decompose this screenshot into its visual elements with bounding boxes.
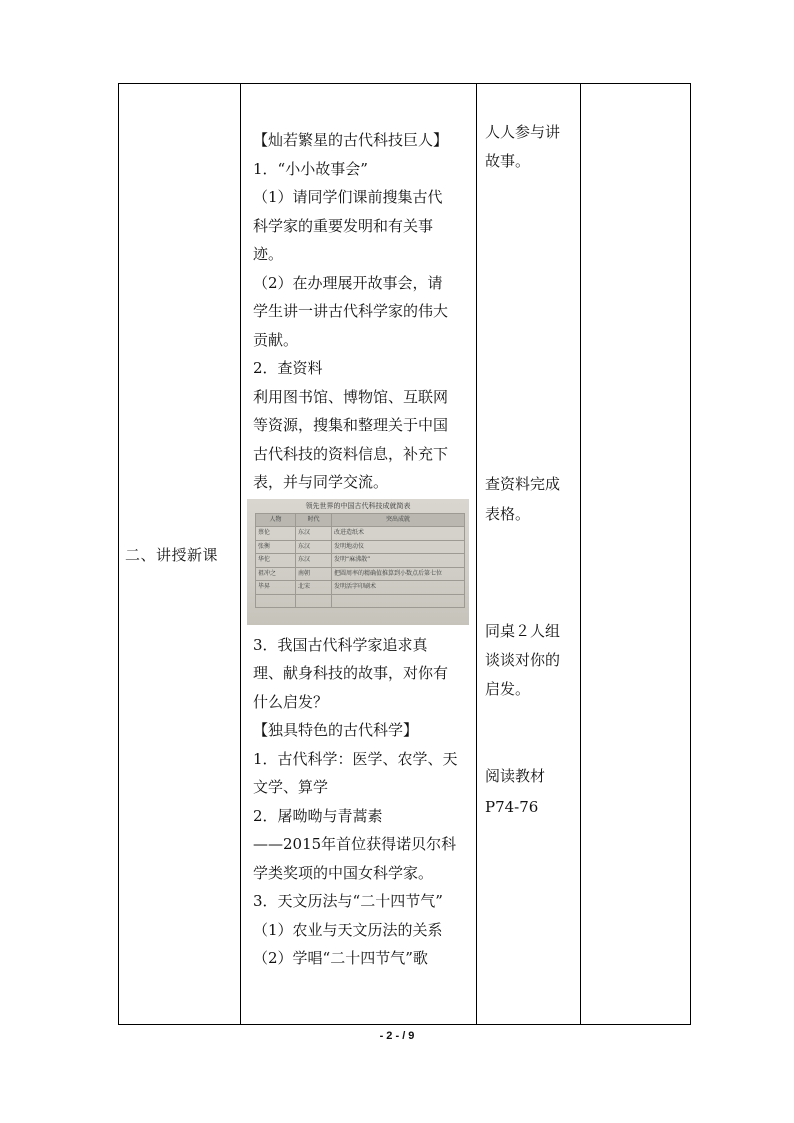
- content-line: 1．“小小故事会”: [253, 159, 368, 178]
- table-cell: 东汉: [296, 527, 332, 541]
- table-cell: [296, 594, 332, 608]
- table-cell: 发明活字印刷术: [332, 581, 465, 595]
- content-line: 贡献。: [253, 330, 299, 349]
- table-cell: 东汉: [296, 540, 332, 554]
- table-cell: 发明地动仪: [332, 540, 465, 554]
- activity-line: 人人参与讲: [485, 123, 561, 141]
- content-line: （1）请同学们课前搜集古代: [253, 188, 443, 206]
- teaching-content: [241, 84, 476, 973]
- content-line: 表，并与同学交流。: [253, 473, 389, 491]
- table-cell: 把圆周率的精确值推算到小数点后第七位: [332, 567, 465, 581]
- content-line: 科学家的重要发明和有关事: [253, 216, 434, 235]
- table-cell: 华佗: [256, 554, 296, 568]
- table-row: [256, 540, 465, 554]
- content-line: 1．古代科学：医学、农学、天: [253, 749, 458, 768]
- content-line: 学生讲一讲古代科学家的伟大: [253, 302, 449, 320]
- section-title: 【灿若繁星的古代科技巨人】: [253, 131, 449, 149]
- content-line: 理、献身科技的故事，对你有: [253, 664, 449, 682]
- content-line: 2．屠呦呦与青蒿素: [253, 806, 383, 825]
- header-cell: 突出成就: [332, 513, 465, 527]
- content-line: 古代科技的资料信息，补充下: [253, 444, 449, 463]
- activity-line: 阅读教材: [485, 767, 546, 785]
- table-cell: 毕昇: [256, 581, 296, 595]
- lesson-plan-table: [118, 83, 691, 1025]
- section-title: 【独具特色的古代科学】: [253, 721, 419, 739]
- table-cell: 张衡: [256, 540, 296, 554]
- achievement-table: [255, 513, 465, 609]
- table-cell: 发明“麻沸散”: [332, 554, 465, 568]
- table-cell: 东汉: [296, 554, 332, 568]
- table-row: [256, 527, 465, 541]
- table-cell: 南朝: [296, 567, 332, 581]
- activity-line: 故事。: [485, 152, 531, 170]
- table-row: [256, 581, 465, 595]
- textbook-table-photo: [247, 499, 469, 625]
- content-cell: [241, 84, 477, 1025]
- table-row: [119, 84, 691, 1025]
- content-line: （2）学唱“二十四节气”歌: [253, 949, 428, 967]
- table-cell: 蔡伦: [256, 527, 296, 541]
- table-row: [256, 554, 465, 568]
- content-line: 利用图书馆、博物馆、互联网: [253, 387, 449, 406]
- photo-caption: 领先世界的中国古代科技成就简表: [305, 501, 411, 510]
- content-line: 迹。: [253, 245, 284, 263]
- content-line: 什么启发？: [253, 692, 329, 711]
- content-line: 3．天文历法与“二十四节气”: [253, 892, 443, 910]
- activity-line: 同桌２人组: [485, 622, 561, 640]
- table-cell: [332, 594, 465, 608]
- stage-label: 二、讲授新课: [125, 545, 219, 564]
- content-line: （2）在办理展开故事会，请: [253, 273, 443, 292]
- content-line: （1）农业与天文历法的关系: [253, 920, 443, 939]
- content-line: 2．查资料: [253, 359, 323, 377]
- activity-line: 表格。: [485, 505, 531, 523]
- table-header-row: [256, 513, 465, 527]
- activity-line: 启发。: [485, 680, 531, 698]
- table-row: [256, 567, 465, 581]
- activity-line: 查资料完成: [485, 475, 561, 493]
- table-cell: 改进造纸术: [332, 527, 465, 541]
- table-cell: [256, 594, 296, 608]
- content-line: 3．我国古代科学家追求真: [253, 635, 428, 654]
- content-line: ——2015年首位获得诺贝尔科: [253, 835, 457, 853]
- notes-cell: [581, 84, 691, 1025]
- content-line: 文学、算学: [253, 778, 329, 796]
- student-activity: [477, 84, 580, 1024]
- stage-cell: [119, 84, 241, 1025]
- content-line: 等资源，搜集和整理关于中国: [253, 416, 449, 434]
- student-activity-cell: [477, 84, 581, 1025]
- content-line: 学类奖项的中国女科学家。: [253, 863, 434, 882]
- activity-line: P74-76: [485, 798, 539, 816]
- table-cell: 北宋: [296, 581, 332, 595]
- table-row: [256, 594, 465, 608]
- activity-line: 谈谈对你的: [485, 651, 561, 669]
- header-cell: 时代: [296, 513, 332, 527]
- page-number: - 2 - / 9: [379, 1030, 415, 1042]
- header-cell: 人物: [256, 513, 296, 527]
- table-cell: 祖冲之: [256, 567, 296, 581]
